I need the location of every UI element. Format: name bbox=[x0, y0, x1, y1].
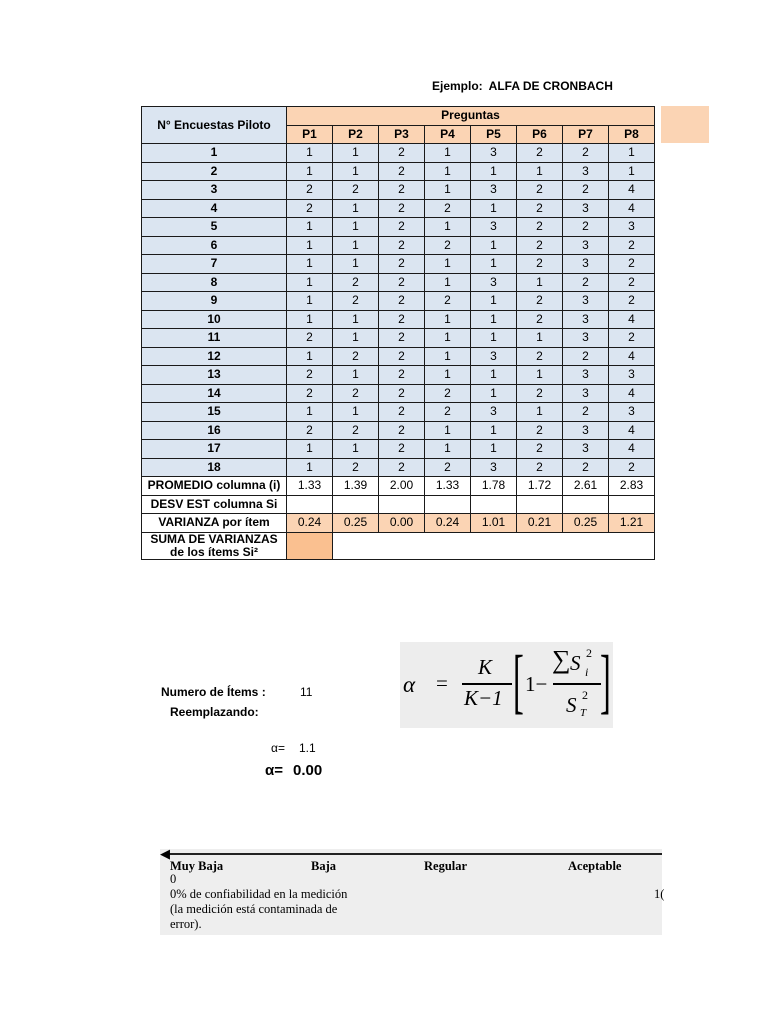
score-cell: 1 bbox=[471, 329, 517, 348]
promedio-row-cell: 1.72 bbox=[517, 477, 563, 496]
formula-one-minus: 1− bbox=[525, 672, 548, 696]
score-cell: 3 bbox=[563, 421, 609, 440]
score-cell: 3 bbox=[471, 144, 517, 163]
score-cell: 1 bbox=[609, 144, 655, 163]
varianza-row-cell: 0.00 bbox=[379, 514, 425, 533]
formula-sum: ∑ bbox=[552, 645, 571, 674]
score-cell: 2 bbox=[563, 273, 609, 292]
scale-desc-line3: error). bbox=[170, 917, 202, 931]
score-cell: 2 bbox=[379, 347, 425, 366]
score-cell: 4 bbox=[609, 440, 655, 459]
scale-cat-muy-baja: Muy Baja bbox=[170, 859, 224, 873]
score-cell: 2 bbox=[379, 144, 425, 163]
row-id: 11 bbox=[142, 329, 287, 348]
score-cell: 4 bbox=[609, 310, 655, 329]
column-header: P6 bbox=[517, 125, 563, 144]
table-row bbox=[142, 440, 655, 459]
varianza-row-cell: 0.25 bbox=[563, 514, 609, 533]
score-cell: 2 bbox=[517, 218, 563, 237]
table-row bbox=[142, 199, 655, 218]
alpha-formula bbox=[400, 642, 613, 728]
score-cell: 3 bbox=[563, 292, 609, 311]
row-id: 8 bbox=[142, 273, 287, 292]
desv-row-cell bbox=[471, 495, 517, 514]
score-cell: 1 bbox=[333, 310, 379, 329]
row-id: 14 bbox=[142, 384, 287, 403]
score-cell: 1 bbox=[333, 366, 379, 385]
row-id: 7 bbox=[142, 255, 287, 274]
score-cell: 1 bbox=[333, 218, 379, 237]
column-header: P5 bbox=[471, 125, 517, 144]
scale-line bbox=[166, 853, 662, 855]
score-cell: 3 bbox=[471, 181, 517, 200]
desv-row-cell bbox=[333, 495, 379, 514]
score-cell: 3 bbox=[563, 440, 609, 459]
score-cell: 2 bbox=[517, 440, 563, 459]
desv-row-cell bbox=[287, 495, 333, 514]
table-row bbox=[142, 255, 655, 274]
score-cell: 1 bbox=[287, 162, 333, 181]
suma-empty bbox=[333, 532, 655, 559]
score-cell: 2 bbox=[287, 199, 333, 218]
scale-cat-regular: Regular bbox=[424, 859, 468, 873]
score-cell: 1 bbox=[425, 440, 471, 459]
score-cell: 1 bbox=[333, 440, 379, 459]
score-cell: 2 bbox=[563, 403, 609, 422]
score-cell: 2 bbox=[517, 384, 563, 403]
score-cell: 3 bbox=[563, 366, 609, 385]
score-cell: 2 bbox=[609, 329, 655, 348]
score-cell: 2 bbox=[517, 310, 563, 329]
score-cell: 2 bbox=[333, 384, 379, 403]
score-cell: 2 bbox=[379, 366, 425, 385]
table-row bbox=[142, 273, 655, 292]
row-id: 6 bbox=[142, 236, 287, 255]
score-cell: 1 bbox=[425, 329, 471, 348]
row-id: 9 bbox=[142, 292, 287, 311]
desv-row-cell bbox=[425, 495, 471, 514]
scale-zero: 0 bbox=[170, 872, 177, 886]
score-cell: 3 bbox=[471, 347, 517, 366]
row-id: 10 bbox=[142, 310, 287, 329]
promedio-row-cell: 1.33 bbox=[425, 477, 471, 496]
score-cell: 2 bbox=[333, 458, 379, 477]
score-cell: 2 bbox=[333, 292, 379, 311]
group-header: Preguntas bbox=[287, 107, 655, 126]
formula-equals: = bbox=[436, 671, 448, 695]
column-header: P8 bbox=[609, 125, 655, 144]
score-cell: 1 bbox=[425, 144, 471, 163]
score-cell: 2 bbox=[609, 292, 655, 311]
score-cell: 1 bbox=[287, 310, 333, 329]
score-cell: 2 bbox=[609, 273, 655, 292]
score-cell: 2 bbox=[333, 421, 379, 440]
score-cell: 1 bbox=[333, 403, 379, 422]
score-cell: 1 bbox=[471, 366, 517, 385]
reliability-scale bbox=[160, 847, 665, 935]
score-cell: 2 bbox=[379, 218, 425, 237]
score-cell: 2 bbox=[517, 181, 563, 200]
reemplazando-label: Reemplazando: bbox=[170, 705, 259, 719]
score-cell: 3 bbox=[563, 384, 609, 403]
score-cell: 1 bbox=[287, 440, 333, 459]
score-cell: 1 bbox=[425, 181, 471, 200]
score-cell: 1 bbox=[471, 440, 517, 459]
score-cell: 2 bbox=[287, 384, 333, 403]
alpha2-label: α= bbox=[265, 762, 283, 779]
varianza-row-cell: 0.25 bbox=[333, 514, 379, 533]
table-row bbox=[142, 162, 655, 181]
score-cell: 1 bbox=[425, 218, 471, 237]
score-cell: 2 bbox=[379, 162, 425, 181]
score-cell: 1 bbox=[333, 199, 379, 218]
score-cell: 1 bbox=[425, 366, 471, 385]
varianza-row bbox=[142, 514, 655, 533]
score-cell: 2 bbox=[517, 421, 563, 440]
items-label: Numero de Ítems : bbox=[161, 685, 266, 699]
score-cell: 2 bbox=[379, 458, 425, 477]
score-cell: 4 bbox=[609, 384, 655, 403]
score-cell: 2 bbox=[609, 236, 655, 255]
score-cell: 1 bbox=[517, 366, 563, 385]
scale-description bbox=[170, 872, 347, 932]
table-row bbox=[142, 366, 655, 385]
score-cell: 3 bbox=[471, 273, 517, 292]
desv-row-label: DESV EST columna Si bbox=[142, 495, 287, 514]
promedio-row-label: PROMEDIO columna (i) bbox=[142, 477, 287, 496]
score-cell: 3 bbox=[609, 366, 655, 385]
scale-right-fragment: 1( bbox=[654, 887, 665, 901]
score-cell: 1 bbox=[471, 199, 517, 218]
score-cell: 2 bbox=[379, 199, 425, 218]
score-cell: 2 bbox=[517, 144, 563, 163]
score-cell: 1 bbox=[425, 273, 471, 292]
table-row bbox=[142, 458, 655, 477]
score-cell: 2 bbox=[379, 384, 425, 403]
score-cell: 2 bbox=[425, 458, 471, 477]
row-id: 15 bbox=[142, 403, 287, 422]
score-cell: 3 bbox=[471, 403, 517, 422]
promedio-row-cell: 2.61 bbox=[563, 477, 609, 496]
score-cell: 1 bbox=[517, 329, 563, 348]
score-cell: 1 bbox=[333, 162, 379, 181]
score-cell: 3 bbox=[563, 310, 609, 329]
score-cell: 1 bbox=[517, 162, 563, 181]
items-value: 11 bbox=[300, 685, 313, 699]
score-cell: 3 bbox=[563, 236, 609, 255]
score-cell: 1 bbox=[425, 255, 471, 274]
score-cell: 3 bbox=[563, 162, 609, 181]
score-cell: 3 bbox=[471, 218, 517, 237]
score-cell: 1 bbox=[287, 347, 333, 366]
formula-si: S bbox=[570, 651, 581, 675]
score-cell: 1 bbox=[471, 310, 517, 329]
alpha2-value: 0.00 bbox=[293, 762, 323, 779]
score-cell: 1 bbox=[471, 292, 517, 311]
score-cell: 2 bbox=[333, 273, 379, 292]
formula-left-bracket: [ bbox=[513, 641, 524, 721]
score-cell: 2 bbox=[517, 255, 563, 274]
title-label: Ejemplo: bbox=[432, 79, 483, 93]
promedio-row-cell: 1.39 bbox=[333, 477, 379, 496]
score-cell: 2 bbox=[379, 273, 425, 292]
varianza-row-cell: 0.24 bbox=[425, 514, 471, 533]
column-header: P4 bbox=[425, 125, 471, 144]
promedio-row bbox=[142, 477, 655, 496]
score-cell: 2 bbox=[425, 292, 471, 311]
score-cell: 2 bbox=[287, 366, 333, 385]
score-cell: 2 bbox=[379, 329, 425, 348]
score-cell: 2 bbox=[287, 421, 333, 440]
scale-cat-baja: Baja bbox=[311, 859, 336, 873]
score-cell: 2 bbox=[563, 218, 609, 237]
score-cell: 1 bbox=[287, 292, 333, 311]
score-cell: 3 bbox=[471, 458, 517, 477]
score-cell: 1 bbox=[471, 384, 517, 403]
table-row bbox=[142, 310, 655, 329]
formula-st-sub: T bbox=[580, 707, 587, 719]
score-cell: 2 bbox=[425, 236, 471, 255]
formula-st-sup: 2 bbox=[582, 688, 588, 702]
table-row bbox=[142, 181, 655, 200]
score-cell: 2 bbox=[333, 347, 379, 366]
varianza-row-cell: 1.21 bbox=[609, 514, 655, 533]
score-cell: 1 bbox=[287, 255, 333, 274]
alpha1-value: 1.1 bbox=[299, 741, 316, 755]
score-cell: 1 bbox=[333, 255, 379, 274]
formula-k-minus-1: K−1 bbox=[464, 686, 503, 710]
row-id: 12 bbox=[142, 347, 287, 366]
varianza-row-label: VARIANZA por ítem bbox=[142, 514, 287, 533]
column-header: P7 bbox=[563, 125, 609, 144]
score-cell: 2 bbox=[609, 255, 655, 274]
promedio-row-cell: 1.78 bbox=[471, 477, 517, 496]
desv-row-cell bbox=[379, 495, 425, 514]
score-cell: 1 bbox=[471, 162, 517, 181]
score-cell: 2 bbox=[425, 403, 471, 422]
score-cell: 1 bbox=[287, 144, 333, 163]
score-cell: 2 bbox=[425, 384, 471, 403]
score-cell: 2 bbox=[517, 292, 563, 311]
score-cell: 1 bbox=[425, 347, 471, 366]
score-cell: 2 bbox=[379, 440, 425, 459]
arrow-left-icon: ◀ bbox=[160, 847, 170, 862]
score-cell: 2 bbox=[379, 255, 425, 274]
table-row bbox=[142, 292, 655, 311]
formula-si-sup: 2 bbox=[586, 646, 592, 660]
table-row bbox=[142, 218, 655, 237]
table-row bbox=[142, 384, 655, 403]
row-id: 5 bbox=[142, 218, 287, 237]
score-cell: 2 bbox=[333, 181, 379, 200]
score-cell: 2 bbox=[517, 347, 563, 366]
promedio-row-cell: 2.00 bbox=[379, 477, 425, 496]
table-row bbox=[142, 236, 655, 255]
formula-inner-bar bbox=[553, 683, 601, 685]
row-id: 18 bbox=[142, 458, 287, 477]
row-id: 17 bbox=[142, 440, 287, 459]
score-cell: 2 bbox=[379, 403, 425, 422]
column-header: P3 bbox=[379, 125, 425, 144]
scale-cat-aceptable: Aceptable bbox=[568, 859, 622, 873]
score-cell: 3 bbox=[609, 218, 655, 237]
header-fill bbox=[661, 106, 709, 143]
varianza-row-cell: 0.21 bbox=[517, 514, 563, 533]
score-cell: 2 bbox=[287, 329, 333, 348]
score-cell: 2 bbox=[563, 347, 609, 366]
promedio-row-cell: 1.33 bbox=[287, 477, 333, 496]
page-title bbox=[432, 79, 613, 93]
score-cell: 1 bbox=[287, 236, 333, 255]
score-cell: 2 bbox=[379, 292, 425, 311]
varianza-row-cell: 1.01 bbox=[471, 514, 517, 533]
score-cell: 4 bbox=[609, 347, 655, 366]
row-id: 2 bbox=[142, 162, 287, 181]
suma-label: SUMA DE VARIANZAS de los ítems Si² bbox=[142, 532, 287, 559]
row-id: 3 bbox=[142, 181, 287, 200]
score-cell: 2 bbox=[379, 310, 425, 329]
score-cell: 1 bbox=[425, 310, 471, 329]
score-cell: 2 bbox=[563, 181, 609, 200]
score-cell: 2 bbox=[287, 181, 333, 200]
formula-fraction-bar bbox=[462, 683, 512, 685]
desv-row-cell bbox=[609, 495, 655, 514]
column-header: P1 bbox=[287, 125, 333, 144]
score-cell: 2 bbox=[517, 458, 563, 477]
formula-si-sub: i bbox=[585, 665, 589, 679]
table-row bbox=[142, 329, 655, 348]
score-cell: 1 bbox=[287, 458, 333, 477]
score-cell: 2 bbox=[425, 199, 471, 218]
score-cell: 2 bbox=[563, 458, 609, 477]
score-cell: 3 bbox=[563, 255, 609, 274]
formula-k: K bbox=[478, 655, 493, 679]
score-cell: 3 bbox=[609, 403, 655, 422]
table-row bbox=[142, 403, 655, 422]
score-cell: 4 bbox=[609, 181, 655, 200]
formula-right-bracket: ] bbox=[600, 641, 611, 721]
score-cell: 2 bbox=[379, 421, 425, 440]
score-cell: 3 bbox=[563, 329, 609, 348]
alpha1-label: α= bbox=[271, 741, 285, 755]
score-cell: 3 bbox=[563, 199, 609, 218]
formula-alpha: α bbox=[403, 672, 416, 697]
desv-row-cell bbox=[517, 495, 563, 514]
score-cell: 4 bbox=[609, 199, 655, 218]
score-cell: 1 bbox=[471, 236, 517, 255]
score-cell: 1 bbox=[287, 218, 333, 237]
score-cell: 1 bbox=[333, 144, 379, 163]
score-cell: 2 bbox=[563, 144, 609, 163]
score-cell: 1 bbox=[425, 162, 471, 181]
suma-value bbox=[287, 532, 333, 559]
desv-row bbox=[142, 495, 655, 514]
score-cell: 2 bbox=[517, 236, 563, 255]
desv-row-cell bbox=[563, 495, 609, 514]
cronbach-table bbox=[141, 106, 655, 560]
score-cell: 1 bbox=[333, 236, 379, 255]
score-cell: 1 bbox=[609, 162, 655, 181]
varianza-row-cell: 0.24 bbox=[287, 514, 333, 533]
score-cell: 1 bbox=[471, 255, 517, 274]
scale-desc-line1: 0% de confiabilidad en la medición bbox=[170, 887, 348, 901]
score-cell: 1 bbox=[517, 273, 563, 292]
suma-row bbox=[142, 532, 655, 559]
row-id: 1 bbox=[142, 144, 287, 163]
score-cell: 2 bbox=[517, 199, 563, 218]
promedio-row-cell: 2.83 bbox=[609, 477, 655, 496]
table-row bbox=[142, 347, 655, 366]
score-cell: 2 bbox=[379, 236, 425, 255]
score-cell: 1 bbox=[287, 403, 333, 422]
score-cell: 1 bbox=[471, 421, 517, 440]
score-cell: 1 bbox=[425, 421, 471, 440]
scale-desc-line2: (la medición está contaminada de bbox=[170, 902, 338, 916]
row-id: 4 bbox=[142, 199, 287, 218]
row-id: 16 bbox=[142, 421, 287, 440]
row-id: 13 bbox=[142, 366, 287, 385]
column-header: P2 bbox=[333, 125, 379, 144]
formula-st: S bbox=[566, 693, 577, 717]
table-row bbox=[142, 421, 655, 440]
score-cell: 2 bbox=[379, 181, 425, 200]
score-cell: 2 bbox=[609, 458, 655, 477]
row-header: N° Encuestas Piloto bbox=[142, 107, 287, 144]
score-cell: 1 bbox=[333, 329, 379, 348]
score-cell: 1 bbox=[517, 403, 563, 422]
title-value: ALFA DE CRONBACH bbox=[488, 79, 613, 93]
table-row bbox=[142, 144, 655, 163]
score-cell: 4 bbox=[609, 421, 655, 440]
score-cell: 1 bbox=[287, 273, 333, 292]
